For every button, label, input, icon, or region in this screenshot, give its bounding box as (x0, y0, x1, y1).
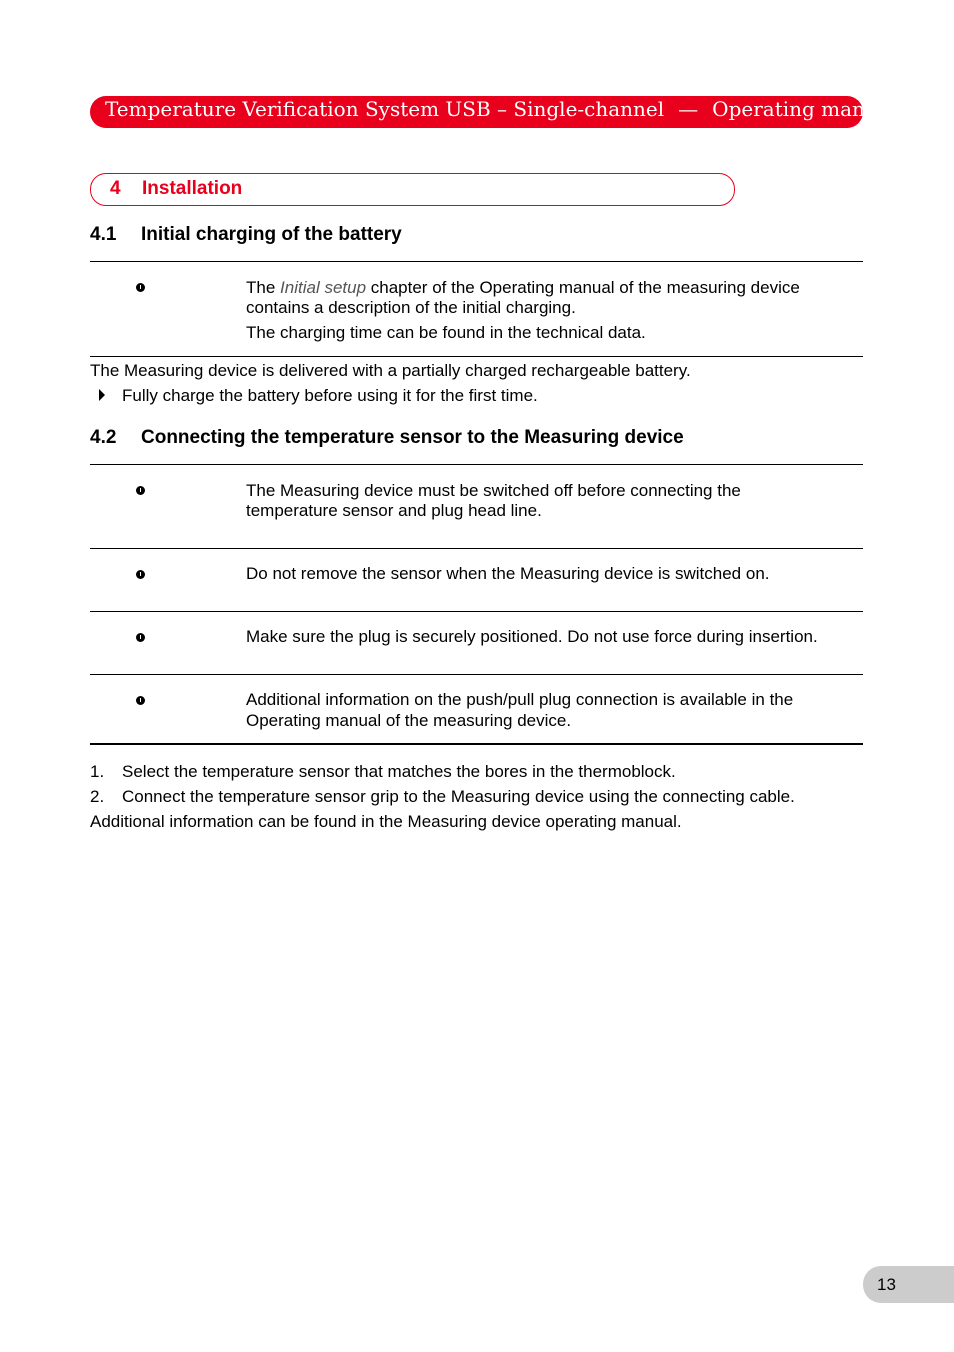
section-title: Initial charging of the battery (141, 224, 402, 245)
step-text: Connect the temperature sensor grip to the Measuring device using the connecting cable. (122, 787, 795, 806)
action-arrow-icon (99, 389, 105, 401)
info-icon (136, 696, 145, 705)
notes-end-divider (90, 743, 863, 745)
page-number: 13 (877, 1275, 896, 1294)
document-title: Temperature Verification System USB – Single-channel (105, 97, 665, 121)
document-type: Operating manual (712, 97, 897, 121)
page-number-tab (863, 1266, 954, 1303)
document-header-bar (90, 96, 897, 128)
section-number: 4.2 (90, 427, 117, 448)
note-divider (90, 261, 863, 262)
note-text-line: Operating manual of the measuring device. (246, 711, 572, 730)
closing-paragraph: Additional information can be found in the Measuring device operating manual. (90, 812, 682, 831)
info-icon (136, 283, 145, 292)
note-divider (90, 548, 863, 549)
note-text-line: Make sure the plug is securely positioned. Do not use force during insertion. (246, 627, 818, 646)
body-paragraph: The Measuring device is delivered with a partially charged rechargeable battery. (90, 361, 691, 380)
note-text-line: contains a description of the initial charging. (246, 298, 576, 317)
note-text-line: Additional information on the push/pull plug connection is available in the (246, 690, 794, 709)
section-title: Connecting the temperature sensor to the Measuring device (141, 427, 684, 448)
note-divider (90, 464, 863, 465)
step-marker: 1. (90, 762, 105, 781)
action-step: Fully charge the battery before using it for the first time. (122, 386, 538, 405)
header-separator: — (678, 97, 699, 121)
chapter-title: Installation (142, 178, 243, 199)
note-text-line: Do not remove the sensor when the Measuring device is switched on. (246, 564, 770, 583)
chapter-heading (90, 173, 735, 206)
info-icon (136, 486, 145, 495)
note-divider (90, 611, 863, 612)
step-marker: 2. (90, 787, 105, 806)
note-divider (90, 674, 863, 675)
note-text-line: The Measuring device must be switched off before connecting the (246, 481, 741, 500)
section-number: 4.1 (90, 224, 117, 245)
initial-setup-reference: Initial setup (280, 278, 367, 297)
note-text-line: temperature sensor and plug head line. (246, 501, 542, 520)
info-icon (136, 570, 145, 579)
note-text: The Initial setup chapter of the Operating manual of the measuring device (246, 278, 800, 297)
note-divider (90, 356, 863, 357)
step-text: Select the temperature sensor that matches the bores in the thermoblock. (122, 762, 676, 781)
note-text-line: The charging time can be found in the technical data. (246, 323, 646, 342)
chapter-number: 4 (110, 178, 121, 199)
info-icon (136, 633, 145, 642)
